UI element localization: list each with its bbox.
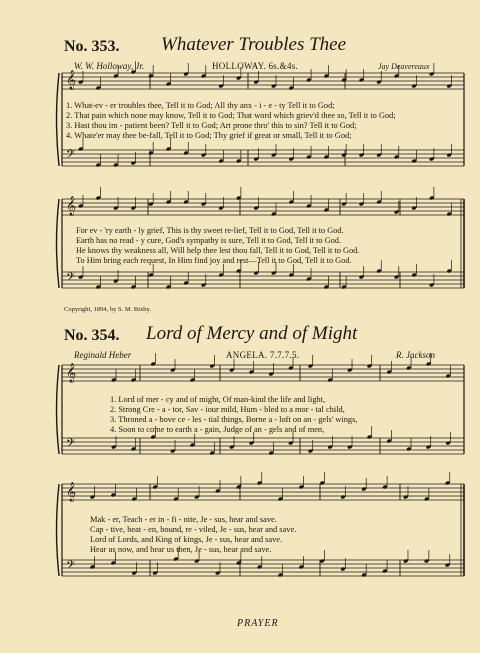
treble-clef-icon: 𝄞	[66, 363, 77, 383]
page-footer-prayer: PRAYER	[237, 618, 279, 629]
hymn-354-verse-3b: Lord of Lords, and King of kings, Je - sus, hear and save.	[90, 535, 283, 544]
system-brace	[57, 484, 60, 576]
bass-clef-icon: 𝄢	[66, 559, 76, 575]
staff-353-1-treble	[62, 73, 464, 89]
hymn-353-verse-2a: 2. That pain which none may know, Tell it to God; That word which griev'd thee so, Tell it to God;	[66, 111, 396, 120]
hymn-353-copyright: Copyright, 1894, by S. M. Bixby.	[64, 306, 151, 313]
hymn-353-author: W. W. Holloway, Jr.	[74, 61, 145, 71]
hymn-353-tune: HOLLOWAY. 6s.&4s.	[212, 61, 299, 71]
hymn-353-verse-1b: For ev - 'ry earth - ly grief, This is thy sweet re-lief, Tell it to God, Tell it to God.	[76, 226, 344, 235]
bass-clef-icon: 𝄢	[66, 148, 76, 164]
bass-clef-icon: 𝄢	[66, 437, 76, 453]
bass-clef-icon: 𝄢	[66, 271, 76, 287]
hymn-354-verse-2a: 2. Strong Cre - a - tor, Sav - iour mild, Hum - bled to a mor - tal child,	[110, 405, 345, 414]
hymn-353-verse-4a: 4. Whate'er may thee be-fall, Tell it to God; Thy grief if great or small, Tell it to God;	[66, 131, 352, 140]
staff-354-1-bass	[62, 438, 464, 454]
staff-353-2-treble	[62, 199, 464, 215]
hymn-354-composer: R. Jackson	[396, 350, 435, 360]
hymn-354-verse-4a: 4. Soon to come to earth a - gain, Judge of an - gels and of men,	[110, 425, 325, 434]
system-brace	[57, 199, 60, 288]
hymn-354-title: Lord of Mercy and of Might	[146, 323, 358, 344]
hymn-353-verse-1a: 1. What-ev - er troubles thee, Tell it to God; All thy anx - i - e - ty Tell it to God;	[66, 101, 335, 110]
staff-354-1-treble	[62, 365, 464, 381]
hymn-353-verse-2b: Earth has no read - y cure, God's sympathy is sure, Tell it to God, Tell it to God.	[76, 236, 342, 245]
system-brace	[57, 365, 60, 454]
staff-354-2-bass	[62, 560, 464, 576]
hymn-354-tune: ANGELA. 7.7.7.5.	[226, 350, 300, 360]
treble-clef-icon: 𝄞	[66, 70, 77, 90]
hymn-353-composer: Jay Deavereaux	[378, 62, 430, 71]
hymn-354-author: Reginald Heber	[74, 350, 132, 360]
hymn-354-number: No. 354.	[64, 327, 120, 344]
staff-353-2-bass	[62, 272, 464, 288]
hymn-354-verse-1b: Mak - er, Teach - er in - fi - nite, Je - sus, hear and save.	[90, 515, 277, 524]
hymn-354-verse-2b: Cap - tive, beat - en, bound, re - viled, Je - sus, hear and save.	[90, 525, 297, 534]
hymn-354-verse-4b: Hear us now, and hear us then, Je - sus, hear and save.	[90, 545, 272, 554]
hymn-354-verse-3a: 3. Throned a - bove ce - les - tial things, Borne a - loft on an - gels' wings,	[110, 415, 358, 424]
hymn-353-title: Whatever Troubles Thee	[161, 34, 347, 55]
hymn-353-verse-3b: He knows thy weakness all, Will help thee lest thou fall, Tell it to God, Tell it to God.	[76, 246, 360, 255]
hymn-353-number: No. 353.	[64, 38, 120, 55]
staff-353-1-bass	[62, 150, 464, 166]
system-brace	[57, 73, 60, 166]
treble-clef-icon: 𝄞	[66, 482, 77, 502]
hymn-354-verse-1a: 1. Lord of mer - cy and of might, Of man-kind the life and light,	[110, 395, 326, 404]
treble-clef-icon: 𝄞	[66, 196, 77, 216]
hymn-353-verse-3a: 3. Hast thou im - patient been? Tell it to God; Art prone thro' this to sin? Tell it to God;	[66, 121, 357, 130]
hymn-353-verse-4b: To Him bring each request, In Him find joy and rest—Tell it to God, Tell it to God.	[76, 256, 352, 265]
